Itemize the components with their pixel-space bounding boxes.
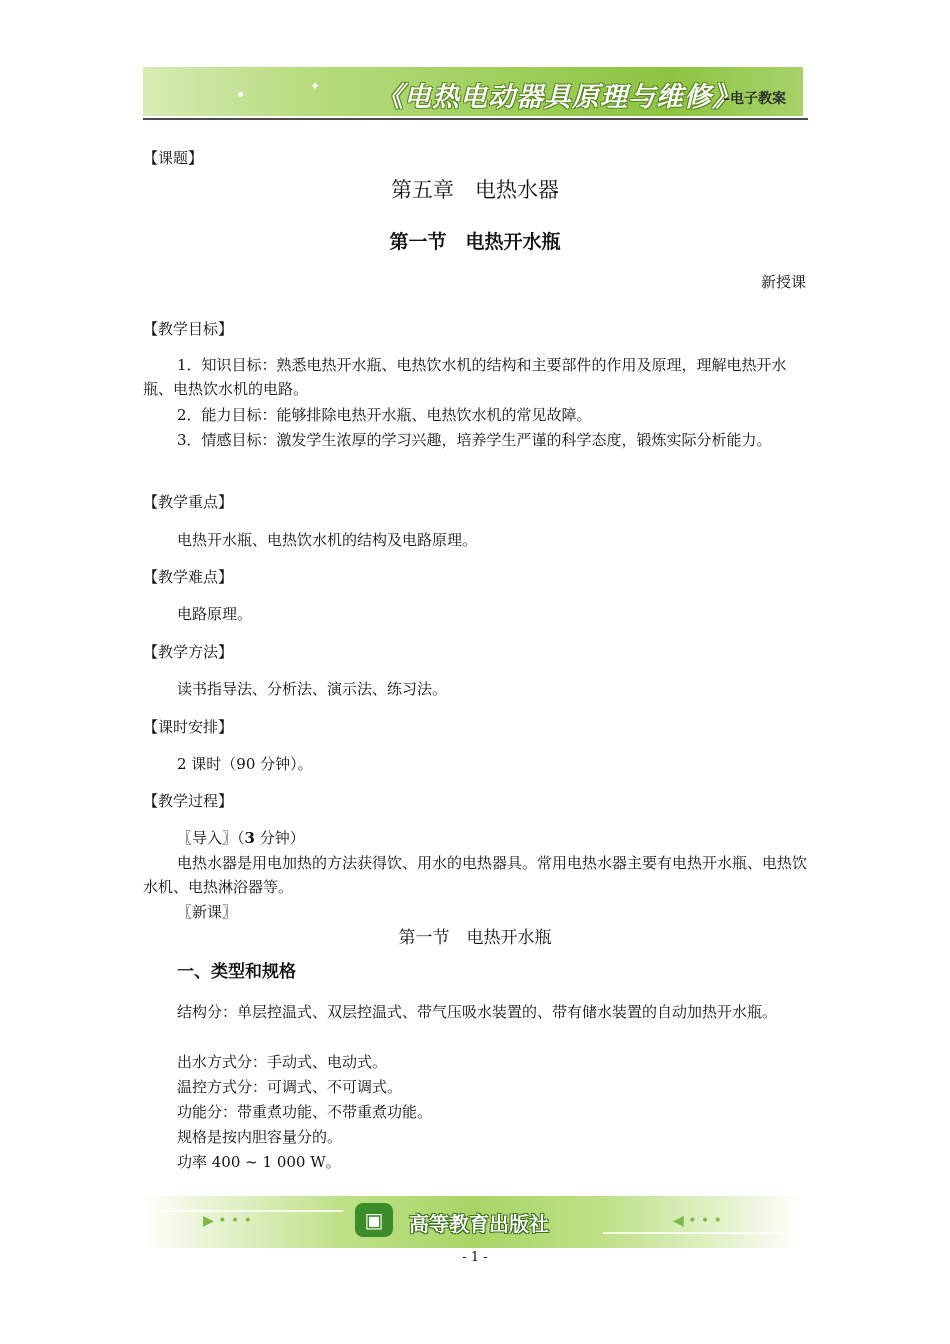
footer-banner	[143, 1196, 803, 1248]
banner-title: 《电热电动器具原理与维修》	[376, 82, 740, 113]
intro-label-post: 分钟）	[254, 829, 305, 847]
chapter-title: 第五章 电热水器	[391, 178, 559, 202]
page-number: - 1 -	[462, 1250, 488, 1265]
objectives-heading: 【教学目标】	[143, 320, 234, 338]
objective-item: 2．能力目标：能够排除电热开水瓶、电热饮水机的常见故障。	[177, 406, 592, 424]
types-subheading: 一、类型和规格	[177, 962, 296, 982]
key-points-heading: 【教学重点】	[143, 493, 234, 511]
intro-text: 电热水器是用电加热的方法获得饮、用水的电热器具。常用电热水器主要有电热开水瓶、电热饮水机、电热淋浴器等。	[143, 854, 808, 896]
publisher-name: 高等教育出版社	[409, 1212, 549, 1236]
difficulties-heading: 【教学难点】	[143, 568, 234, 586]
process-line: 温控方式分：可调式、不可调式。	[177, 1078, 403, 1096]
methods-heading: 【教学方法】	[143, 643, 234, 661]
publisher-logo-icon: ▣	[355, 1203, 393, 1237]
footer-streak	[163, 1210, 343, 1212]
section-title-repeat: 第一节 电热开水瓶	[398, 928, 552, 948]
intro-label	[177, 826, 305, 850]
process-line: 规格是按内胆容量分的。	[177, 1128, 343, 1146]
methods-text: 读书指导法、分析法、演示法、练习法。	[177, 680, 448, 698]
schedule-heading: 【课时安排】	[143, 718, 234, 736]
intro-label-minutes: 3	[244, 829, 255, 847]
key-points-text: 电热开水瓶、电热饮水机的结构及电路原理。	[177, 531, 478, 549]
process-heading: 【教学过程】	[143, 792, 234, 810]
section-title: 第一节 电热开水瓶	[389, 231, 561, 253]
header-rule	[143, 118, 808, 120]
intro-label-pre: 〖导入〗（	[177, 829, 245, 847]
objective-item: 1．知识目标：熟悉电热开水瓶、电热饮水机的结构和主要部件的作用及原理，理解电热开水瓶、电热饮水机的电路。	[143, 356, 787, 398]
banner-suffix: –电子教案	[723, 91, 786, 107]
objective-item: 3．情感目标：激发学生浓厚的学习兴趣，培养学生严谨的科学态度，锻炼实际分析能力。	[177, 431, 772, 449]
header-banner	[143, 67, 803, 116]
difficulties-text: 电路原理。	[177, 605, 253, 623]
new-lesson-label: 〖新课〗	[177, 903, 238, 921]
process-line: 出水方式分：手动式、电动式。	[177, 1053, 388, 1071]
footer-arrow-icon: ▶ • • •	[203, 1213, 252, 1229]
sparkle-icon: ✦	[310, 79, 321, 93]
footer-arrow-icon: ◀ • • •	[673, 1213, 722, 1229]
lesson-type: 新授课	[760, 273, 806, 291]
process-line: 结构分：单层控温式、双层控温式、带气压吸水装置的、带有储水装置的自动加热开水瓶。	[177, 1003, 778, 1021]
process-line: 功率 400 ~ 1 000 W。	[177, 1153, 341, 1171]
schedule-text: 2 课时（90 分钟）。	[177, 755, 313, 773]
topic-label: 【课题】	[143, 149, 204, 167]
footer-streak	[603, 1232, 783, 1234]
process-line: 功能分：带重煮功能、不带重煮功能。	[177, 1103, 433, 1121]
banner-dot-icon	[238, 92, 243, 97]
